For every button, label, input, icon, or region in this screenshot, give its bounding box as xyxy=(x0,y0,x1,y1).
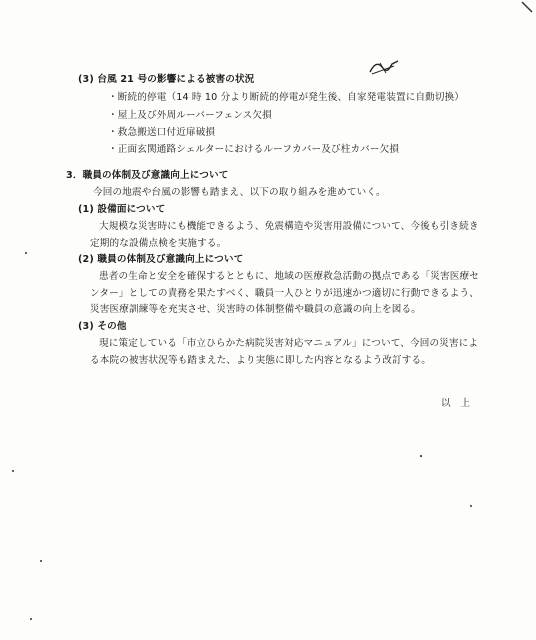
subsection-1-heading: (1) 設備面について xyxy=(78,204,166,215)
scan-speck xyxy=(30,618,32,620)
subsection-3-heading: (3) その他 xyxy=(78,321,127,332)
typhoon-item: ・断続的停電（14 時 10 分より断続的停電が発生後、自家発電装置に自動切換） xyxy=(108,92,465,103)
subsection-2-heading: (2) 職員の体制及び意識向上について xyxy=(78,254,244,265)
typhoon-item: ・屋上及び外周ルーバーフェンス欠損 xyxy=(108,110,272,121)
typhoon-heading: (3) 台風 21 号の影響による被害の状況 xyxy=(78,74,255,85)
subsection-2-text: 患者の生命と安全を確保するとともに、地域の医療救急活動の拠点である「災害医療セ xyxy=(99,271,480,282)
scan-speck xyxy=(25,252,27,254)
closing-mark: 以 上 xyxy=(441,398,471,409)
scan-speck xyxy=(470,505,472,507)
subsection-1-text: 大規模な災害時にも機能できるよう、免震構造や災害用設備について、今後も引き続き xyxy=(99,221,479,232)
subsection-3-text: 現に策定している「市立ひらかた病院災害対応マニュアル」について、今回の災害によ xyxy=(99,338,479,349)
scan-speck xyxy=(420,455,422,457)
scan-speck xyxy=(40,560,42,562)
scan-corner-mark-icon xyxy=(520,0,536,14)
typhoon-item: ・正面玄関通路シェルターにおけるルーフカバー及び柱カバー欠損 xyxy=(108,144,400,155)
typhoon-item: ・救急搬送口付近扉破損 xyxy=(108,127,216,138)
subsection-2-text: 災害医療訓練等を充実させ、災害時の体制整備や職員の意識の向上を図る。 xyxy=(90,304,421,315)
section-3-intro: 今回の地震や台風の影響も踏まえ、以下の取り組みを進めていく。 xyxy=(93,187,386,198)
scan-speck xyxy=(12,470,14,472)
handwritten-scribble-icon xyxy=(368,58,400,78)
section-3-heading: 3．職員の体制及び意識向上について xyxy=(66,170,229,181)
subsection-2-text: ンター」としての責務を果たすべく、職員一人ひとりが迅速かつ適切に行動できるよう、 xyxy=(90,288,479,299)
subsection-1-text: 定期的な設備点検を実施する。 xyxy=(90,238,227,249)
subsection-3-text: る本院の被害状況等も踏まえた、より実態に即した内容となるよう改訂する。 xyxy=(90,355,432,366)
